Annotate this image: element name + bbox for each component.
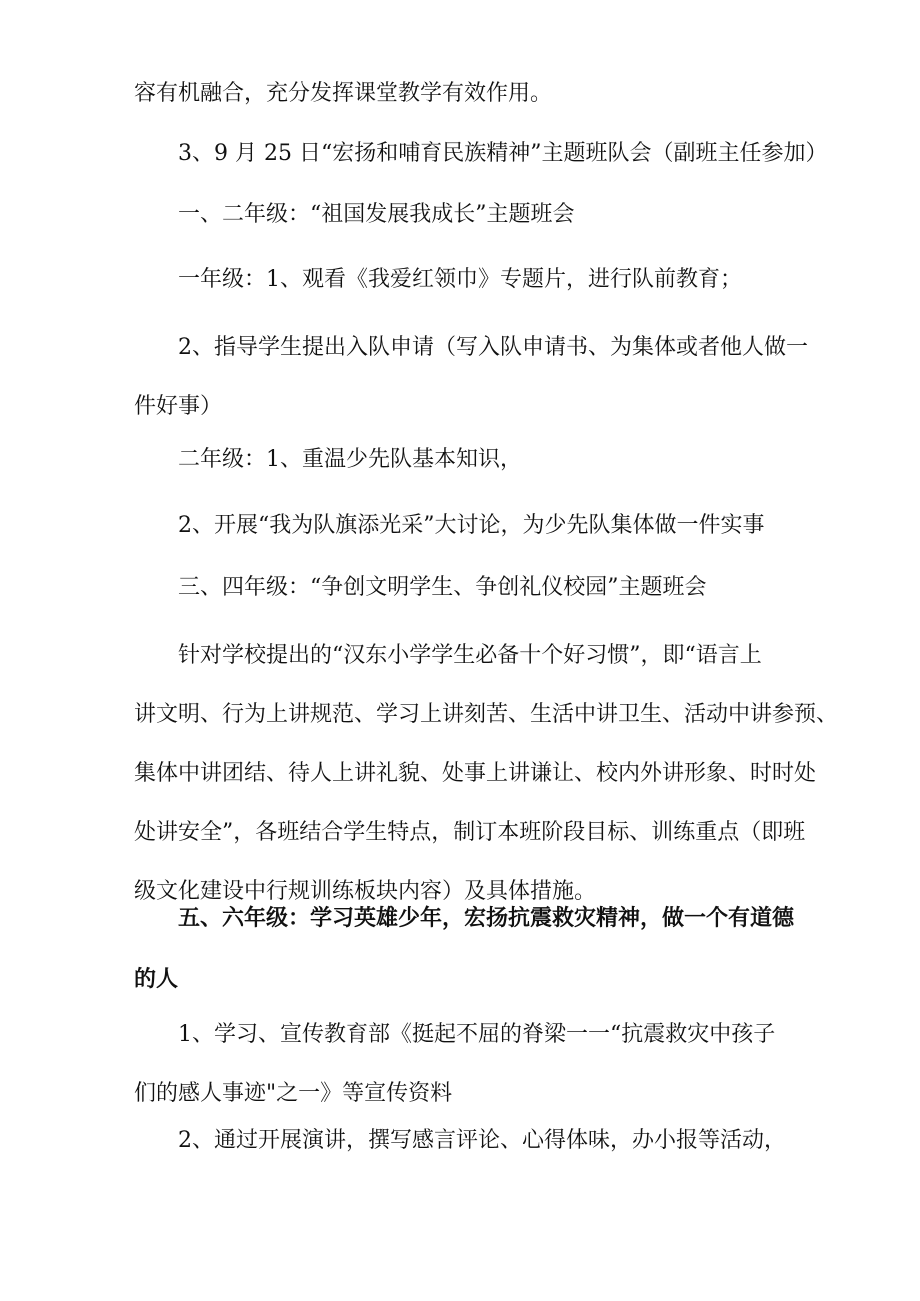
text-line: 件好事） xyxy=(134,394,223,419)
heading-grade-1-2 xyxy=(134,202,796,228)
text-line: 一年级：1、观看《我爱红领巾》专题片，进行队前教育； xyxy=(178,267,742,292)
paragraph-grade-5-6-item-2 xyxy=(134,1128,796,1154)
text-line: 的人 xyxy=(134,966,179,992)
text-line: 级文化建设中行规训练板块内容）及具体措施。 xyxy=(134,879,597,904)
paragraph-grade-2-item-1 xyxy=(134,447,796,473)
paragraph-item-3 xyxy=(134,141,828,167)
text-line: 2、开展“我为队旗添光采”大讨论，为少先队集体做一件实事 xyxy=(178,513,765,538)
paragraph-grade-2-item-2 xyxy=(134,513,796,539)
text-line: 容有机融合，充分发挥课堂教学有效作用。 xyxy=(134,81,553,106)
text-line: 2、指导学生提出入队申请（写入队申请书、为集体或者他人做一 xyxy=(178,335,808,360)
paragraph-grade-1-item-1 xyxy=(134,267,796,293)
text-line: 三、四年级：“争创文明学生、争创礼仪校园”主题班会 xyxy=(178,575,707,600)
paragraph-good-habits xyxy=(134,643,839,905)
text-line: 二年级：1、重温少先队基本知识， xyxy=(178,447,522,472)
text-line: 1、学习、宣传教育部《挺起不屈的脊梁一一“抗震救灾中孩子 xyxy=(178,1022,776,1047)
text-line: 一、二年级：“祖国发展我成长”主题班会 xyxy=(178,202,575,227)
paragraph-grade-5-6-item-1 xyxy=(134,1022,796,1107)
text-line: 处讲安全”，各班结合学生特点，制订本班阶段目标、训练重点（即班 xyxy=(134,820,806,845)
text-line: 2、通过开展演讲，撰写感言评论、心得体味，办小报等活动， xyxy=(178,1128,786,1153)
heading-grade-5-6 xyxy=(134,905,796,992)
paragraph-intro-tail xyxy=(134,81,796,107)
heading-grade-3-4 xyxy=(134,575,796,601)
paragraph-grade-1-item-2 xyxy=(134,335,808,420)
text-line: 们的感人事迹"之一》等宣传资料 xyxy=(134,1081,453,1106)
text-line: 集体中讲团结、待人上讲礼貌、处事上讲谦让、校内外讲形象、时时处 xyxy=(134,761,817,786)
text-line: 针对学校提出的“汉东小学学生必备十个好习惯”，即“语言上 xyxy=(178,643,762,668)
text-line: 五、六年级：学习英雄少年，宏扬抗震救灾精神，做一个有道德 xyxy=(178,905,795,931)
text-line: 3、9 月 25 日“宏扬和哺育民族精神”主题班队会（副班主任参加） xyxy=(178,141,828,166)
text-line: 讲文明、行为上讲规范、学习上讲刻苦、生活中讲卫生、活动中讲参预、 xyxy=(134,702,839,727)
